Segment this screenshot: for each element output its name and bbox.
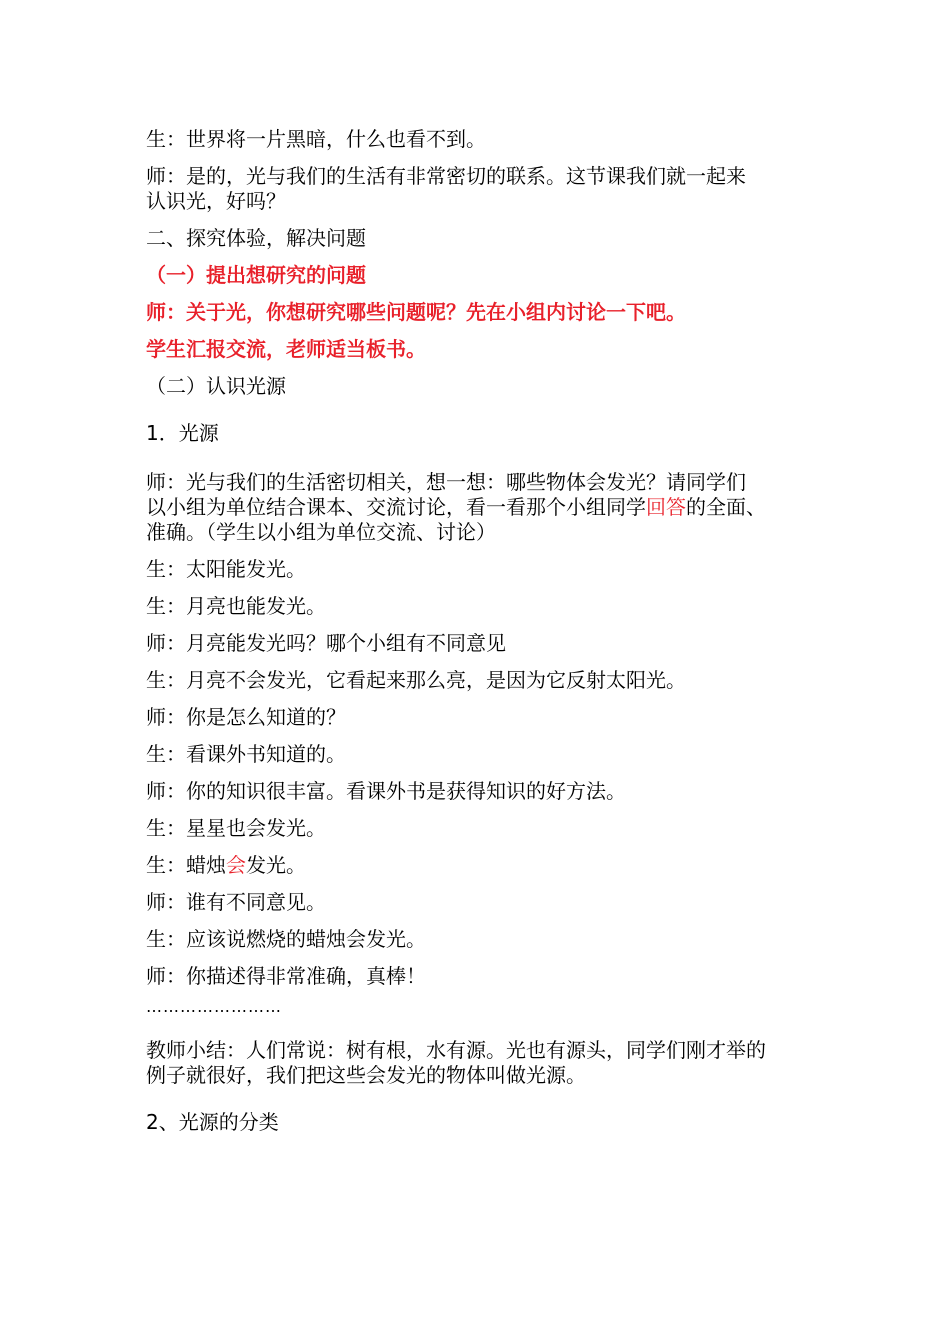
dialogue-line-cont: 准确。（学生以小组为单位交流、讨论） (146, 520, 496, 544)
text-segment: 发光。 (246, 853, 306, 877)
dialogue-line (146, 852, 306, 878)
dialogue-line: 生：星星也会发光。 (146, 816, 326, 840)
summary-line-cont: 例子就很好，我们把这些会发光的物体叫做光源。 (146, 1063, 586, 1087)
dialogue-line: 生：太阳能发光。 (146, 557, 306, 581)
dialogue-line: 师：你的知识很丰富。看课外书是获得知识的好方法。 (146, 779, 626, 803)
text-segment: 以小组为单位结合课本、交流讨论，看一看那个小组同学 (146, 495, 646, 519)
dialogue-line: 师：光与我们的生活密切相关，想一想：哪些物体会发光？请同学们 (146, 470, 746, 494)
highlighted-line: 学生汇报交流，老师适当板书。 (146, 337, 426, 361)
dialogue-line-cont (146, 494, 766, 520)
subsection-heading-red: （一）提出想研究的问题 (146, 263, 366, 287)
dialogue-line: 师：谁有不同意见。 (146, 890, 326, 914)
subsection-heading: （二）认识光源 (146, 374, 286, 398)
section-heading: 二、探究体验，解决问题 (146, 226, 366, 250)
numbered-heading: 1．光源 (146, 421, 219, 445)
dialogue-line-cont: 认识光，好吗？ (146, 189, 286, 213)
dialogue-line: 师：你描述得非常准确，真棒！ (146, 964, 426, 988)
text-segment: 的全面、 (686, 495, 766, 519)
highlighted-word: 回答 (646, 495, 686, 519)
numbered-heading: 2、光源的分类 (146, 1110, 279, 1134)
highlighted-word: 会 (226, 853, 246, 877)
dialogue-line: 生：世界将一片黑暗，什么也看不到。 (146, 127, 486, 151)
dialogue-line: 生：月亮也能发光。 (146, 594, 326, 618)
summary-line: 教师小结：人们常说：树有根，水有源。光也有源头，同学们刚才举的 (146, 1038, 766, 1062)
dialogue-line: 生：月亮不会发光，它看起来那么亮，是因为它反射太阳光。 (146, 668, 686, 692)
dialogue-line: 师：是的，光与我们的生活有非常密切的联系。这节课我们就一起来 (146, 164, 746, 188)
highlighted-line: 师：关于光，你想研究哪些问题呢？先在小组内讨论一下吧。 (146, 300, 686, 324)
dialogue-line: 生：看课外书知道的。 (146, 742, 346, 766)
ellipsis-divider: …………………… (146, 997, 282, 1016)
dialogue-line: 师：月亮能发光吗？哪个小组有不同意见 (146, 631, 506, 655)
dialogue-line: 生：应该说燃烧的蜡烛会发光。 (146, 927, 426, 951)
text-segment: 生：蜡烛 (146, 853, 226, 877)
dialogue-line: 师：你是怎么知道的？ (146, 705, 346, 729)
